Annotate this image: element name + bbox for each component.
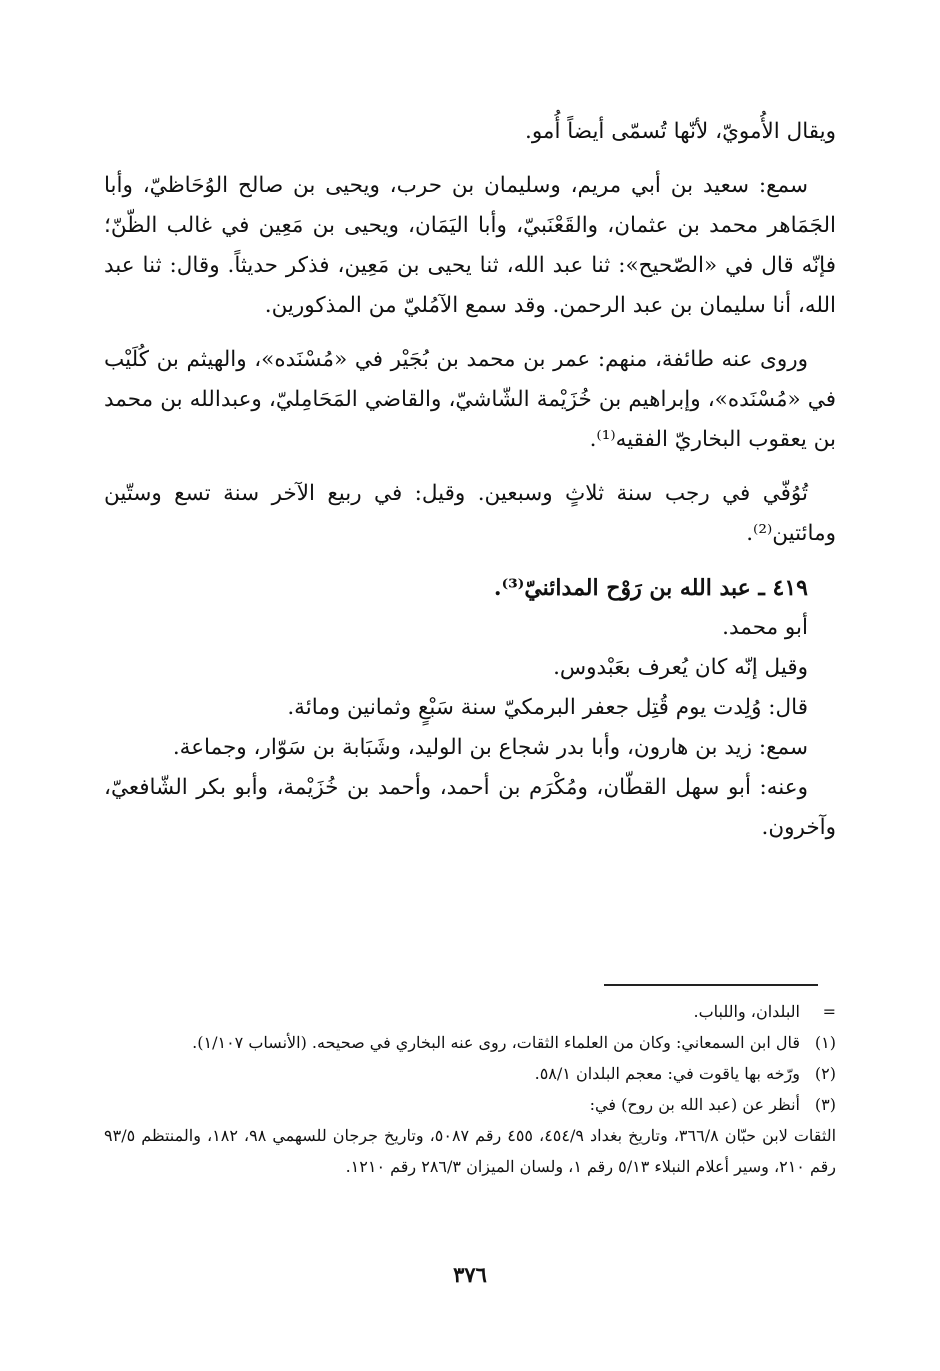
entry-birth: قال: وُلِدت يوم قُتِل جعفر البرمكيّ سنة سَبْعٍ وثمانين ومائة. bbox=[287, 695, 808, 720]
footnote-2 bbox=[104, 1058, 836, 1089]
footnote-1 bbox=[104, 1027, 836, 1058]
paragraph-lineage: ويقال الأُمويّ، لأنّها تُسمّى أيضاً أُمو. bbox=[524, 119, 836, 144]
footnote-text: أنظر عن (عبد الله بن روح) في: bbox=[589, 1095, 800, 1114]
footnote-marker: (٣) bbox=[814, 1095, 836, 1114]
footnote-text: قال ابن السمعاني: وكان من العلماء الثقات، روى عنه البخاري في صحيحه. (الأنساب ١/١٠٧). bbox=[192, 1033, 800, 1052]
footnotes bbox=[104, 996, 836, 1182]
entry-nickname: وقيل إنّه كان يُعرف بعَبْدوس. bbox=[553, 655, 808, 680]
footnote-3-sources: الثقات لابن حبّان ٣٦٦/٨، وتاريخ بغداد ٤٥٤/٩، ٤٥٥ رقم ٥٠٨٧، وتاريخ جرجان للسهمي ٩٨، ١٨٢، والمنتظم ٩٣/٥ رقم ٢١٠، وسير أعلام النبلاء ٥/١٣ رقم ١، ولسان الميزان ٢٨٦/٣ رقم ١٢١٠. bbox=[104, 1126, 837, 1176]
entry-title: ٤١٩ ـ عبد الله بن رَوْح المدائنيّ⁽³⁾. bbox=[493, 575, 808, 601]
footnote-marker: (١) bbox=[814, 1033, 836, 1052]
page-number: ٣٧٦ bbox=[453, 1262, 487, 1287]
footnote-text: البلدان، واللباب. bbox=[693, 1002, 800, 1021]
entry-narrators: وعنه: أبو سهل القطّان، ومُكْرَم بن أحمد، وأحمد بن خُزَيْمة، وأبو بكر الشّافعيّ، وآخرون. bbox=[104, 775, 836, 840]
entry-kunya: أبو محمد. bbox=[722, 615, 808, 640]
paragraph-teachers: سمع: سعيد بن أبي مريم، وسليمان بن حرب، ويحيى بن صالح الوُحَاظيّ، وأبا الجَمَاهر محمد بن عثمان، والقَعْنَبيّ، وأبا اليَمَان، ويحيى بن مَعِين في غالب الظّنّ؛ فإنّه قال في «الصّحيح»: ثنا عبد الله، ثنا يحيى بن مَعِين، فذكر حديثاً. وقال: ثنا عبد الله، أنا سليمان بن عبد الرحمن. وقد سمع الآمُليّ من المذكورين. bbox=[104, 173, 836, 318]
footnote-3 bbox=[104, 1089, 836, 1120]
entry-teachers: سمع: زيد بن هارون، وأبا بدر شجاع بن الوليد، وشَبَابة بن سَوّار، وجماعة. bbox=[172, 735, 808, 760]
biography-entry bbox=[104, 568, 836, 848]
paragraph-students: وروى عنه طائفة، منهم: عمر بن محمد بن بُجَيْر في «مُسْنَده»، والهيثم بن كُلَيْب في «مُسْنَده»، وإبراهيم بن خُزَيْمة الشّاشيّ، والقاضي المَحَامِليّ، وعبدالله بن محمد بن يعقوب البخاريّ الفقيه⁽¹⁾. bbox=[104, 347, 836, 452]
footnote-text: ورّخه بها ياقوت في: معجم البلدان ٥٨/١. bbox=[534, 1064, 800, 1083]
main-text bbox=[104, 112, 836, 862]
footnote-divider bbox=[604, 984, 818, 986]
paragraph-death: تُوُفّي في رجب سنة ثلاثٍ وسبعين. وقيل: في ربيع الآخر سنة تسع وستّين ومائتين⁽²⁾. bbox=[104, 481, 836, 546]
footnote-continued bbox=[104, 996, 836, 1027]
footnote-marker: = bbox=[822, 1002, 836, 1021]
footnote-marker: (٢) bbox=[814, 1064, 836, 1083]
